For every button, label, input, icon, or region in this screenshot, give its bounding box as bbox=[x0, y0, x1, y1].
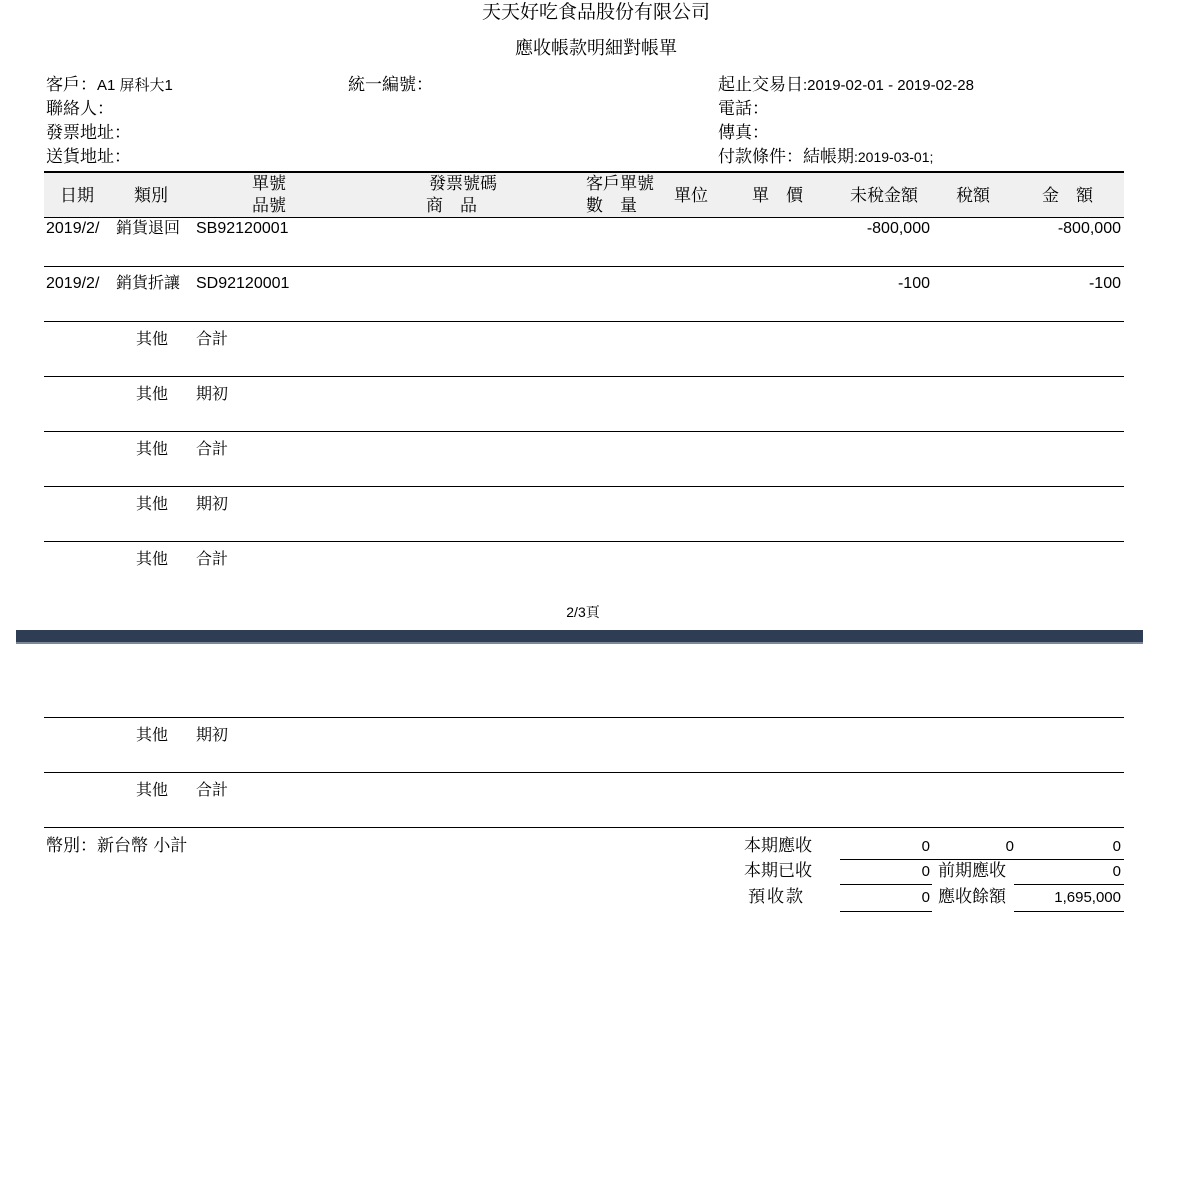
summary-underline bbox=[840, 859, 1124, 860]
page2-row-1-type: 其他 bbox=[136, 725, 169, 744]
current-receivable-label: 本期應收 bbox=[744, 836, 812, 856]
prev-receivable-value: 0 bbox=[1112, 863, 1121, 880]
row-divider bbox=[44, 321, 1124, 322]
col-customer-doc-no: 客戶單號 bbox=[586, 174, 654, 194]
col-amount: 金 額 bbox=[1042, 186, 1093, 206]
summary-underline bbox=[840, 884, 932, 885]
row-6-label: 期初 bbox=[196, 494, 229, 513]
prepayment-value: 0 bbox=[921, 889, 930, 906]
col-type: 類別 bbox=[134, 186, 168, 206]
row-1-amount: -800,000 bbox=[1057, 220, 1121, 237]
row-divider bbox=[44, 431, 1124, 432]
col-date: 日期 bbox=[60, 186, 94, 206]
row-4-type: 其他 bbox=[136, 384, 169, 403]
payment-terms-date: :2019-03-01; bbox=[854, 149, 934, 165]
payment-terms-field bbox=[718, 149, 933, 166]
balance-label: 應收餘額 bbox=[938, 887, 1006, 907]
current-received-value: 0 bbox=[921, 863, 930, 880]
col-tax: 稅額 bbox=[956, 186, 990, 206]
invoice-address-label: 發票地址： bbox=[46, 123, 131, 143]
row-4-label: 期初 bbox=[196, 384, 229, 403]
period-field bbox=[718, 77, 974, 94]
col-product: 商 品 bbox=[426, 196, 477, 216]
customer-value: A1 屏科大1 bbox=[97, 77, 173, 94]
contact-label: 聯絡人： bbox=[46, 99, 114, 119]
fax-label: 傳真： bbox=[718, 123, 769, 143]
row-divider bbox=[44, 376, 1124, 377]
col-quantity: 數 量 bbox=[586, 196, 637, 216]
page-indicator: 2/3頁 bbox=[566, 604, 600, 620]
col-invoice-no: 發票號碼 bbox=[429, 174, 497, 194]
current-received-label: 本期已收 bbox=[744, 861, 812, 881]
row-5-label: 合計 bbox=[196, 439, 229, 458]
row-divider bbox=[44, 541, 1124, 542]
row-6-type: 其他 bbox=[136, 494, 169, 513]
row-2-pretax-amount: -100 bbox=[897, 275, 930, 292]
customer-field bbox=[46, 77, 173, 94]
row-5-type: 其他 bbox=[136, 439, 169, 458]
company-name: 天天好吃食品股份有限公司 bbox=[481, 1, 710, 23]
row-7-type: 其他 bbox=[136, 549, 169, 568]
row-divider bbox=[44, 266, 1124, 267]
row-divider bbox=[44, 717, 1124, 718]
page-separator bbox=[16, 630, 1143, 644]
phone-label: 電話： bbox=[718, 99, 769, 119]
tax-id-label: 統一編號： bbox=[348, 75, 433, 95]
summary-underline bbox=[840, 911, 932, 912]
row-2-type: 銷貨折讓 bbox=[116, 273, 181, 292]
col-unit-price: 單 價 bbox=[752, 186, 803, 206]
page2-row-2-type: 其他 bbox=[136, 780, 169, 799]
payment-terms-value: 結帳期 bbox=[803, 147, 854, 167]
col-pretax-amount: 未稅金額 bbox=[850, 186, 918, 206]
row-7-label: 合計 bbox=[196, 549, 229, 568]
row-3-type: 其他 bbox=[136, 329, 169, 348]
row-1-date: 2019/2/ bbox=[46, 220, 100, 237]
period-value: :2019-02-01 - 2019-02-28 bbox=[803, 77, 974, 94]
page2-row-1-label: 期初 bbox=[196, 725, 229, 744]
row-1-type: 銷貨退回 bbox=[116, 218, 181, 237]
summary-underline bbox=[1014, 884, 1124, 885]
page2-row-2-label: 合計 bbox=[196, 780, 229, 799]
col-item-no: 品號 bbox=[252, 196, 286, 216]
payment-terms-label: 付款條件： bbox=[718, 147, 803, 167]
row-divider bbox=[44, 827, 1124, 828]
current-tax-value: 0 bbox=[1005, 838, 1014, 855]
row-1-doc-no: SB92120001 bbox=[196, 220, 289, 237]
report-title: 應收帳款明細對帳單 bbox=[515, 38, 677, 59]
col-unit: 單位 bbox=[674, 186, 708, 206]
prepayment-label: 預收款 bbox=[748, 887, 805, 907]
row-2-doc-no: SD92120001 bbox=[196, 275, 290, 292]
column-header bbox=[44, 171, 1124, 218]
delivery-address-label: 送貨地址： bbox=[46, 147, 131, 167]
summary-underline bbox=[1014, 911, 1124, 912]
col-doc-no: 單號 bbox=[252, 174, 286, 194]
currency-subtotal-label: 幣別：新台幣 小計 bbox=[46, 836, 188, 856]
current-total-value: 0 bbox=[1112, 838, 1121, 855]
row-2-amount: -100 bbox=[1088, 275, 1121, 292]
row-2-date: 2019/2/ bbox=[46, 275, 100, 292]
period-label: 起止交易日 bbox=[718, 75, 803, 95]
customer-label: 客戶： bbox=[46, 75, 97, 95]
current-receivable-value: 0 bbox=[921, 838, 930, 855]
row-1-pretax-amount: -800,000 bbox=[866, 220, 930, 237]
balance-value: 1,695,000 bbox=[1054, 889, 1121, 906]
row-divider bbox=[44, 486, 1124, 487]
row-3-label: 合計 bbox=[196, 329, 229, 348]
prev-receivable-label: 前期應收 bbox=[938, 861, 1006, 881]
row-divider bbox=[44, 772, 1124, 773]
